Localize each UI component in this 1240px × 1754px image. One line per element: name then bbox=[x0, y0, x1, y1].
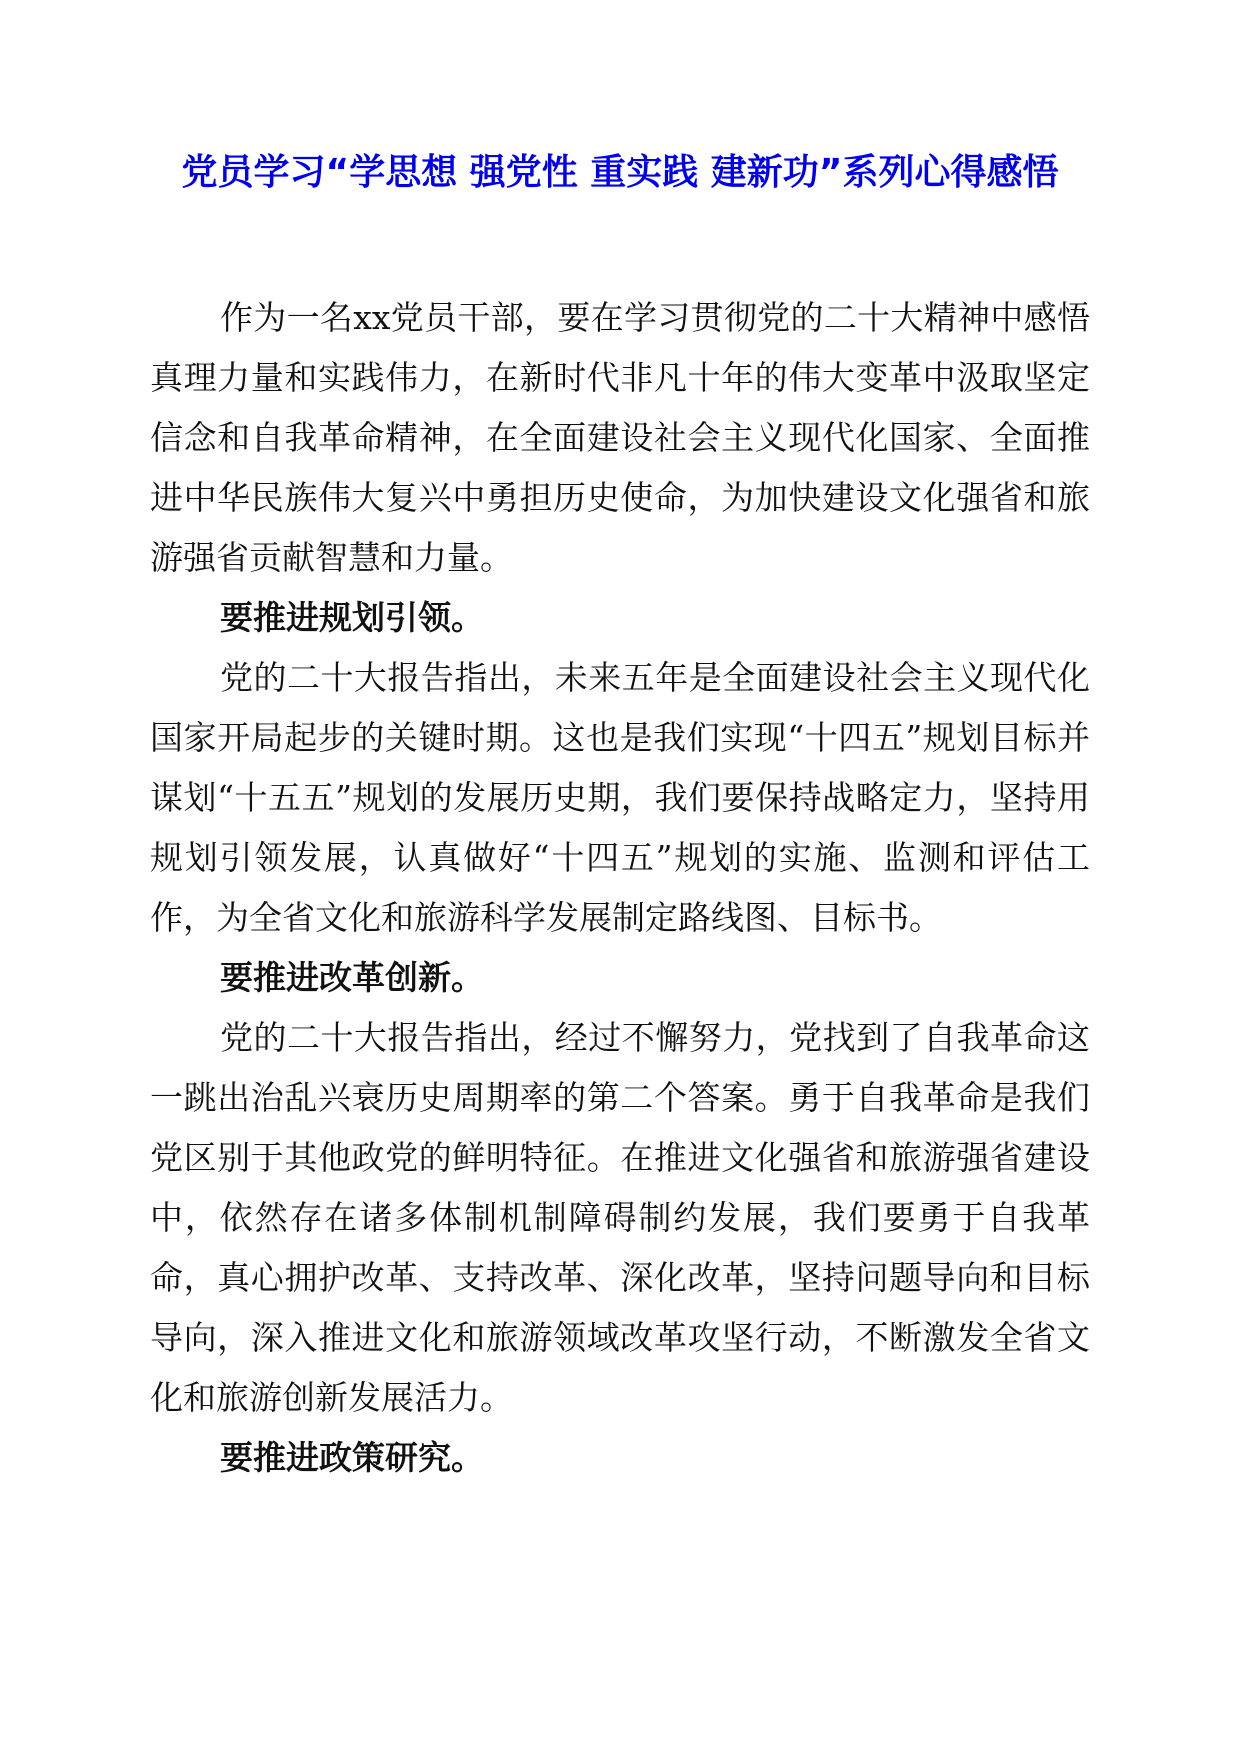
paragraph-planning: 党的二十大报告指出，未来五年是全面建设社会主义现代化国家开局起步的关键时期。这也是我们实现“十四五”规划目标并谋划“十五五”规划的发展历史期，我们要保持战略定力，坚持用规划引领发展，认真做好“十四五”规划的实施、监测和评估工作，为全省文化和旅游科学发展制定路线图、目标书。 bbox=[150, 658, 1090, 937]
paragraph-reform: 党的二十大报告指出，经过不懈努力，党找到了自我革命这一跳出治乱兴衰历史周期率的第二个答案。勇于自我革命是我们党区别于其他政党的鲜明特征。在推进文化强省和旅游强省建设中，依然存在诸多体制机制障碍制约发展，我们要勇于自我革命，真心拥护改革、支持改革、深化改革，坚持问题导向和目标导向，深入推进文化和旅游领域改革攻坚行动，不断激发全省文化和旅游创新发展活力。 bbox=[150, 1018, 1090, 1417]
section-heading-reform: 要推进改革创新。 bbox=[220, 958, 484, 997]
paragraph-intro: 作为一名xx党员干部，要在学习贯彻党的二十大精神中感悟真理力量和实践伟力，在新时代非凡十年的伟大变革中汲取坚定信念和自我革命精神，在全面建设社会主义现代化国家、全面推进中华民族伟大复兴中勇担历史使命，为加快建设文化强省和旅游强省贡献智慧和力量。 bbox=[150, 298, 1090, 577]
section-heading-planning: 要推进规划引领。 bbox=[220, 598, 484, 637]
document-title: 党员学习“学思想 强党性 重实践 建新功”系列心得感悟 bbox=[181, 152, 1059, 193]
document-body bbox=[150, 288, 1090, 1488]
section-heading-policy: 要推进政策研究。 bbox=[220, 1438, 484, 1477]
